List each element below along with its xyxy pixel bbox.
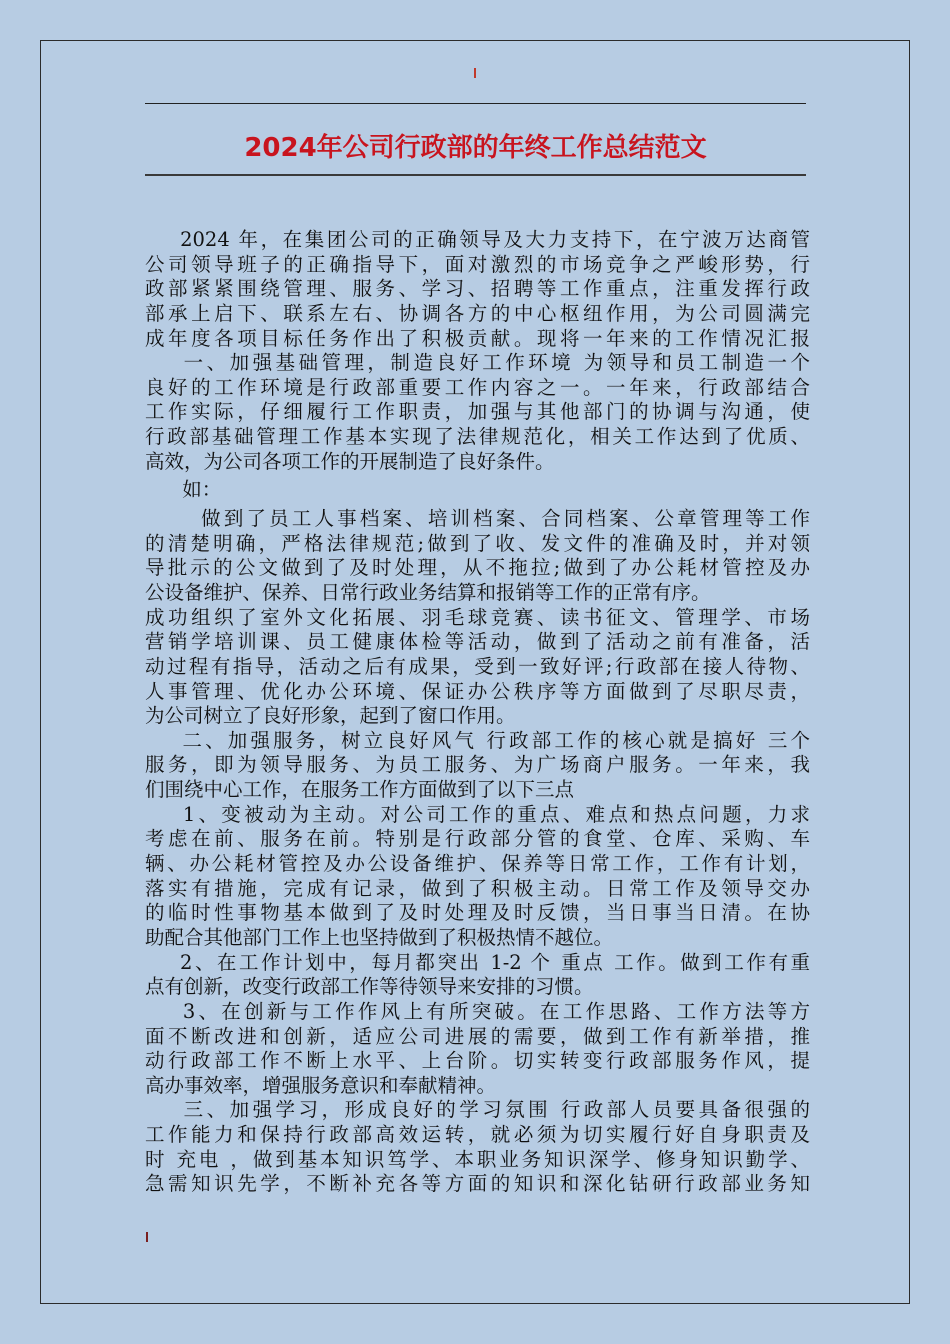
- body-text-line: 面不断改进和创新，适应公司进展的需要，做到工作有新举措，推: [145, 1024, 810, 1048]
- body-text-line: 一、加强基础管理，制造良好工作环境 为领导和员工制造一个: [145, 351, 810, 375]
- document-title: 2024年公司行政部的年终工作总结范文: [244, 133, 707, 163]
- body-text-line: 二、加强服务，树立良好风气 行政部工作的核心就是搞好 三个: [145, 728, 810, 752]
- body-text-line: 导批示的公文做到了及时处理，从不拖拉;做到了办公耗材管控及办: [145, 556, 810, 580]
- body-text-line: 助配合其他部门工作上也坚持做到了积极热情不越位。: [145, 925, 614, 949]
- header-rule: [145, 103, 806, 104]
- body-text-line: 点有创新，改变行政部工作等待领导来安排的习惯。: [145, 975, 594, 999]
- body-text-line: 三、加强学习，形成良好的学习氛围 行政部人员要具备很强的: [145, 1098, 810, 1122]
- body-text-line: 2024 年，在集团公司的正确领导及大力支持下，在宁波万达商管: [145, 228, 810, 251]
- body-text-line: 公司领导班子的正确指导下，面对激烈的市场竞争之严峻形势，行: [145, 252, 810, 276]
- body-text-line: 部承上启下、联系左右、协调各方的中心枢纽作用，为公司圆满完: [145, 301, 810, 325]
- document-body: [145, 228, 810, 1197]
- body-text-line: 2、在工作计划中，每月都突出 1-2 个 重点 工作。做到工作有重: [145, 950, 810, 974]
- body-text-line: 急需知识先学，不断补充各等方面的知识和深化钻研行政部业务知: [145, 1172, 810, 1196]
- body-text-line: 动行政部工作不断上水平、上台阶。切实转变行政部服务作风，提: [145, 1049, 810, 1073]
- body-text-line: 如：: [145, 478, 222, 502]
- body-text-line: 高办事效率，增强服务意识和奉献精神。: [145, 1073, 497, 1097]
- body-text-line: 工作能力和保持行政部高效运转，就必须为切实履行好自身职责及: [145, 1123, 810, 1147]
- body-text-line: 成年度各项目标任务作出了积极贡献。现将一年来的工作情况汇报: [145, 326, 810, 350]
- body-text-line: 政部紧紧围绕管理、服务、学习、招聘等工作重点，注重发挥行政: [145, 277, 810, 301]
- body-text-line: 3、在创新与工作作风上有所突破。在工作思路、工作方法等方: [145, 999, 810, 1023]
- body-text-line: 行政部基础管理工作基本实现了法律规范化，相关工作达到了优质、: [145, 425, 810, 449]
- body-text-line: 公设备维护、保养、日常行政业务结算和报销等工作的正常有序。: [145, 580, 711, 604]
- body-text-line: 动过程有指导，活动之后有成果，受到一致好评;行政部在接人待物、: [145, 654, 810, 678]
- body-text-line: 做到了员工人事档案、培训档案、合同档案、公章管理等工作: [145, 507, 810, 531]
- body-text-line: 工作实际，仔细履行工作职责，加强与其他部门的协调与沟通，使: [145, 400, 810, 424]
- body-text-line: 高效，为公司各项工作的开展制造了良好条件。: [145, 449, 555, 473]
- body-text-line: 辆、办公耗材管控及办公设备维护、保养等日常工作，工作有计划，: [145, 852, 810, 876]
- body-text-line: 的清楚明确，严格法律规范;做到了收、发文件的准确及时，并对领: [145, 531, 810, 555]
- title-underline: [145, 174, 806, 176]
- body-text-line: 良好的工作环境是行政部重要工作内容之一。一年来，行政部结合: [145, 375, 810, 399]
- body-text-line: 为公司树立了良好形象，起到了窗口作用。: [145, 704, 516, 728]
- body-text-line: 落实有措施，完成有记录，做到了积极主动。日常工作及领导交办: [145, 876, 810, 900]
- body-text-line: 的临时性事物基本做到了及时处理及时反馈，当日事当日清。在协: [145, 901, 810, 925]
- header-mark: [474, 68, 476, 78]
- body-text-line: 时 充电 ，做到基本知识笃学、本职业务知识深学、修身知识勤学、: [145, 1147, 810, 1171]
- footer-mark: [146, 1232, 148, 1242]
- body-text-line: 们围绕中心工作，在服务工作方面做到了以下三点: [145, 778, 575, 802]
- body-text-line: 1、变被动为主动。对公司工作的重点、难点和热点问题，力求: [145, 802, 810, 826]
- body-text-line: 考虑在前、服务在前。特别是行政部分管的食堂、仓库、采购、车: [145, 827, 810, 851]
- body-text-line: 营销学培训课、员工健康体检等活动，做到了活动之前有准备，活: [145, 630, 810, 654]
- body-text-line: 服务，即为领导服务、为员工服务、为广场商户服务。一年来，我: [145, 753, 810, 777]
- body-text-line: 人事管理、优化办公环境、保证办公秩序等方面做到了尽职尽责，: [145, 679, 810, 703]
- body-text-line: 成功组织了室外文化拓展、羽毛球竞赛、读书征文、管理学、市场: [145, 605, 810, 629]
